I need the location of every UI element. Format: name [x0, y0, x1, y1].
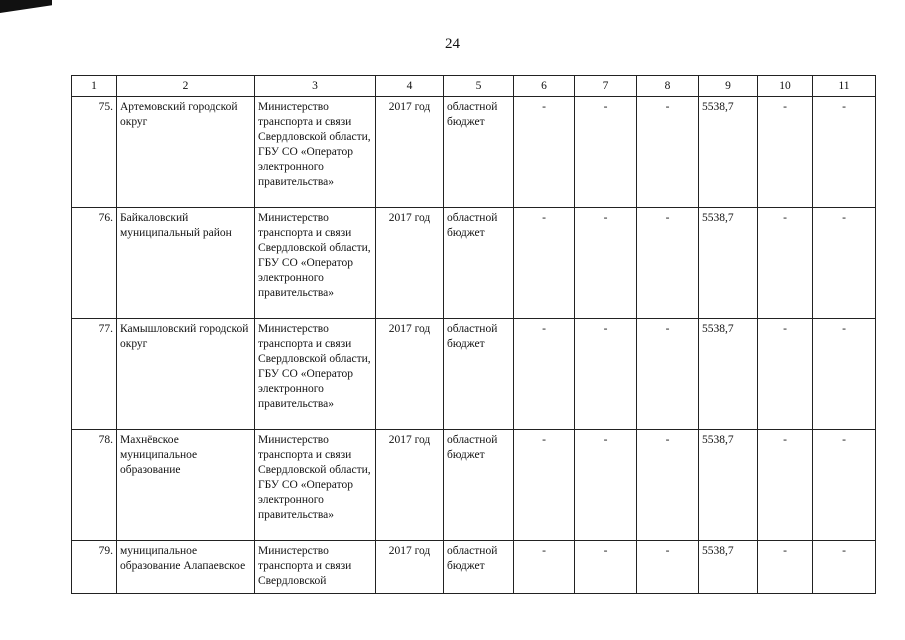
col7-cell: -: [575, 97, 637, 208]
header-cell: 3: [255, 76, 376, 97]
municipality-name: Артемовский городской округ: [117, 97, 255, 208]
funding-source-cell: областной бюджет: [444, 319, 514, 430]
header-cell: 8: [637, 76, 699, 97]
executor-cell: Министерство транспорта и связи Свердловской области, ГБУ СО «Оператор электронного правительства»: [255, 97, 376, 208]
table-row: [72, 541, 876, 594]
executor-cell: Министерство транспорта и связи Свердловской области, ГБУ СО «Оператор электронного правительства»: [255, 319, 376, 430]
table-row: [72, 319, 876, 430]
header-cell: 9: [699, 76, 758, 97]
col10-cell: -: [758, 430, 813, 541]
header-cell: 7: [575, 76, 637, 97]
col7-cell: -: [575, 208, 637, 319]
header-cell: 11: [813, 76, 876, 97]
header-cell: 6: [514, 76, 575, 97]
row-number: 77.: [72, 319, 117, 430]
year-cell: 2017 год: [376, 430, 444, 541]
scan-artifact-mark: [0, 0, 52, 13]
row-number: 76.: [72, 208, 117, 319]
year-cell: 2017 год: [376, 208, 444, 319]
row-number: 78.: [72, 430, 117, 541]
col7-cell: -: [575, 430, 637, 541]
col7-cell: -: [575, 319, 637, 430]
funding-source-cell: областной бюджет: [444, 430, 514, 541]
funding-source-cell: областной бюджет: [444, 541, 514, 594]
col10-cell: -: [758, 541, 813, 594]
amount-cell: 5538,7: [699, 430, 758, 541]
table-row: [72, 97, 876, 208]
municipality-name: Камышловский городской округ: [117, 319, 255, 430]
municipality-name: муниципальное образование Алапаевское: [117, 541, 255, 594]
header-cell: 4: [376, 76, 444, 97]
col11-cell: -: [813, 97, 876, 208]
amount-cell: 5538,7: [699, 208, 758, 319]
col6-cell: -: [514, 430, 575, 541]
amount-cell: 5538,7: [699, 97, 758, 208]
col11-cell: -: [813, 208, 876, 319]
program-table: [71, 75, 876, 594]
table-header-row: [72, 76, 876, 97]
col6-cell: -: [514, 208, 575, 319]
page-number: 24: [445, 36, 460, 52]
col10-cell: -: [758, 319, 813, 430]
executor-cell: Министерство транспорта и связи Свердловской области, ГБУ СО «Оператор электронного правительства»: [255, 430, 376, 541]
col11-cell: -: [813, 541, 876, 594]
year-cell: 2017 год: [376, 319, 444, 430]
amount-cell: 5538,7: [699, 541, 758, 594]
row-number: 79.: [72, 541, 117, 594]
municipality-name: Махнёвское муниципальное образование: [117, 430, 255, 541]
col11-cell: -: [813, 430, 876, 541]
col11-cell: -: [813, 319, 876, 430]
col8-cell: -: [637, 208, 699, 319]
col6-cell: -: [514, 541, 575, 594]
funding-source-cell: областной бюджет: [444, 208, 514, 319]
municipality-name: Байкаловский муниципальный район: [117, 208, 255, 319]
table-row: [72, 208, 876, 319]
col8-cell: -: [637, 319, 699, 430]
header-cell: 5: [444, 76, 514, 97]
year-cell: 2017 год: [376, 97, 444, 208]
col6-cell: -: [514, 97, 575, 208]
col10-cell: -: [758, 208, 813, 319]
row-number: 75.: [72, 97, 117, 208]
header-cell: 1: [72, 76, 117, 97]
col7-cell: -: [575, 541, 637, 594]
year-cell: 2017 год: [376, 541, 444, 594]
col6-cell: -: [514, 319, 575, 430]
col8-cell: -: [637, 541, 699, 594]
col8-cell: -: [637, 97, 699, 208]
col8-cell: -: [637, 430, 699, 541]
funding-source-cell: областной бюджет: [444, 97, 514, 208]
table-row: [72, 430, 876, 541]
header-cell: 10: [758, 76, 813, 97]
amount-cell: 5538,7: [699, 319, 758, 430]
col10-cell: -: [758, 97, 813, 208]
header-cell: 2: [117, 76, 255, 97]
executor-cell: Министерство транспорта и связи Свердловской: [255, 541, 376, 594]
executor-cell: Министерство транспорта и связи Свердловской области, ГБУ СО «Оператор электронного правительства»: [255, 208, 376, 319]
